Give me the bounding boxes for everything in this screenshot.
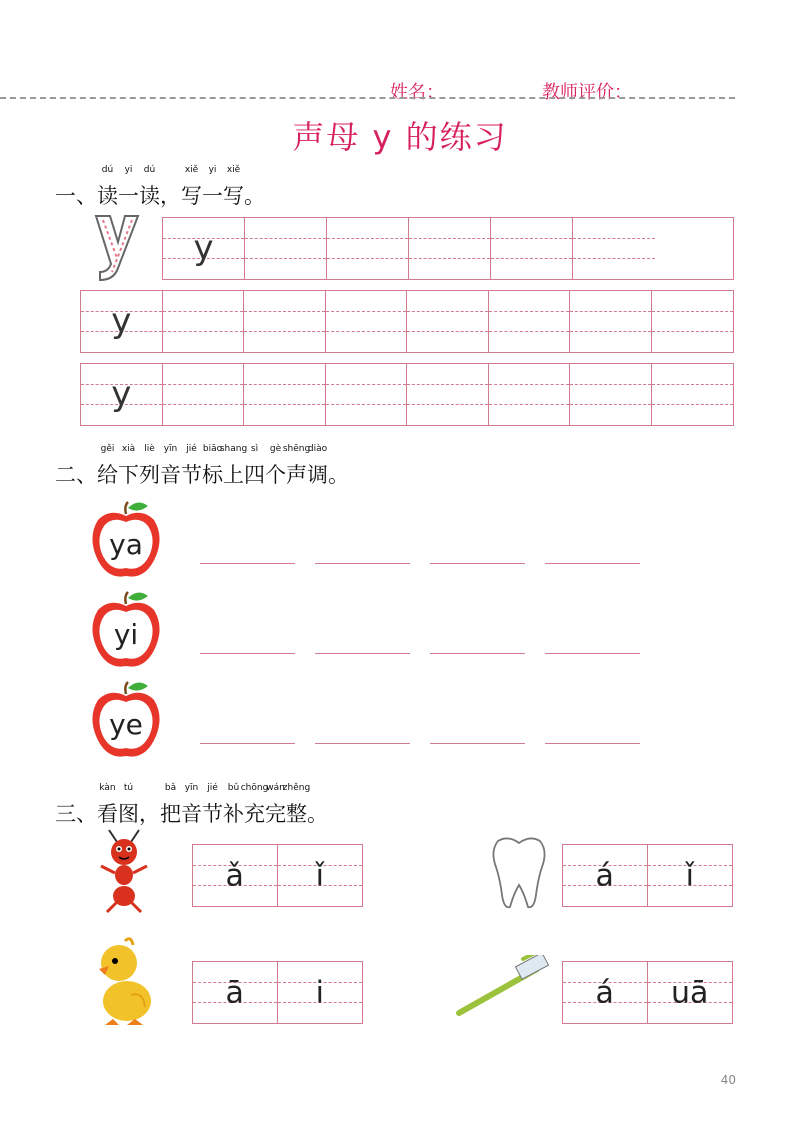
hanzi: 音 [160, 463, 181, 487]
hanzi: 下 [118, 463, 139, 487]
heading-char [118, 444, 139, 489]
heading-char [307, 444, 328, 489]
pinyin-annotation: biāo [202, 444, 223, 454]
heading-char [97, 165, 118, 210]
writing-cell[interactable] [652, 291, 734, 352]
syllable-cell[interactable] [278, 845, 363, 906]
syllable-cell[interactable] [648, 962, 733, 1023]
pinyin-annotation: jié [207, 783, 218, 793]
hanzi: 给 [97, 463, 118, 487]
pinyin-annotation: wán [266, 783, 285, 793]
hanzi: 四 [244, 463, 265, 487]
hanzi: 充 [244, 802, 265, 826]
pinyin-annotation: liè [144, 444, 155, 454]
writing-cell[interactable] [570, 364, 652, 425]
sample-letter: y [111, 300, 132, 341]
hanzi: 标 [202, 463, 223, 487]
pinyin-annotation: yīn [163, 444, 178, 454]
heading-char [282, 783, 311, 828]
pinyin-annotation: yi [208, 165, 217, 175]
heading-char [118, 165, 139, 210]
syllable-cell[interactable] [278, 962, 363, 1023]
heading-char [219, 444, 248, 489]
page-title: 声母 y 的练习 [292, 118, 508, 156]
sample-letter: y [193, 227, 214, 268]
writing-cell[interactable] [489, 291, 571, 352]
given-vowel: ā [225, 975, 244, 1010]
hanzi: ， [160, 184, 181, 208]
writing-cell[interactable] [244, 364, 326, 425]
name-label: 姓名： [390, 82, 444, 103]
tone-answer-blank[interactable] [315, 743, 410, 744]
syllable-box-toothbrush[interactable] [562, 961, 733, 1024]
hanzi: 节 [202, 802, 223, 826]
heading-char [282, 444, 311, 489]
heading-char [265, 783, 286, 828]
hanzi: 音 [181, 802, 202, 826]
syllable-box-tooth[interactable] [562, 844, 733, 907]
heading-char [181, 444, 202, 489]
toothbrush-icon [455, 955, 555, 1019]
writing-cell[interactable] [81, 364, 163, 425]
writing-cell[interactable] [407, 291, 489, 352]
section1-heading [55, 165, 265, 210]
pinyin-annotation: dú [143, 165, 156, 175]
pinyin-annotation: zhěng [282, 783, 311, 793]
hanzi: 写 [181, 184, 202, 208]
header-divider [0, 97, 735, 99]
pinyin-annotation: kàn [99, 783, 116, 793]
writing-cell[interactable] [163, 291, 245, 352]
page-number: 40 [720, 1073, 736, 1087]
heading-char [181, 165, 202, 210]
heading-char [202, 165, 223, 210]
writing-cell[interactable] [409, 218, 491, 279]
hanzi: 一 [202, 184, 223, 208]
tone-answer-blank[interactable] [545, 563, 640, 564]
given-vowel: ǐ [315, 858, 324, 893]
section3-heading [55, 783, 328, 828]
heading-char [223, 783, 244, 828]
writing-cell[interactable] [570, 291, 652, 352]
ant-icon [95, 828, 155, 914]
hanzi: 上 [223, 463, 244, 487]
tone-answer-blank[interactable] [200, 563, 295, 564]
tone-answer-blank[interactable] [315, 563, 410, 564]
writing-cell[interactable] [163, 364, 245, 425]
hanzi: 读 [139, 184, 160, 208]
heading-char [160, 180, 181, 210]
writing-cell[interactable] [491, 218, 573, 279]
writing-cell[interactable] [489, 364, 571, 425]
heading-char [223, 165, 244, 210]
syllable-cell[interactable] [193, 962, 278, 1023]
heading-char [202, 783, 223, 828]
given-vowel: ǐ [685, 858, 694, 893]
hanzi: 一 [118, 184, 139, 208]
syllable-cell[interactable] [648, 845, 733, 906]
writing-cell[interactable] [245, 218, 327, 279]
pinyin-annotation: bǎ [164, 783, 177, 793]
writing-cell[interactable] [326, 291, 408, 352]
heading-char [328, 459, 349, 489]
tone-answer-blank[interactable] [545, 653, 640, 654]
pinyin-annotation: jié [186, 444, 197, 454]
given-vowel: á [595, 858, 614, 893]
syllable-cell[interactable] [563, 962, 648, 1023]
pinyin-annotation: yi [124, 165, 133, 175]
syllable-cell[interactable] [193, 845, 278, 906]
pinyin-annotation: xià [121, 444, 136, 454]
hanzi: 。 [307, 802, 328, 826]
syllable-label: yi [113, 618, 139, 651]
tone-answer-blank[interactable] [430, 743, 525, 744]
hanzi: 图 [118, 802, 139, 826]
syllable-label: ye [109, 708, 143, 741]
given-vowel: á [595, 975, 614, 1010]
writing-cell[interactable] [163, 218, 245, 279]
tone-answer-blank[interactable] [200, 653, 295, 654]
heading-char [139, 798, 160, 828]
syllable-label: ya [109, 528, 143, 561]
hanzi: 把 [160, 802, 181, 826]
pinyin-annotation: xiě [226, 165, 241, 175]
hanzi: 调 [307, 463, 328, 487]
hanzi: 。 [328, 463, 349, 487]
heading-char [202, 444, 223, 489]
given-vowel: ǎ [225, 858, 244, 893]
heading-char [139, 165, 160, 210]
heading-char [244, 180, 265, 210]
section2-prefix: 二、 [55, 463, 97, 487]
given-vowel: uā [671, 975, 709, 1010]
writing-cell[interactable] [327, 218, 409, 279]
pinyin-annotation: diào [307, 444, 328, 454]
teacher-eval-label: 教师评价： [542, 82, 632, 103]
syllable-cell[interactable] [563, 845, 648, 906]
writing-cell[interactable] [652, 364, 734, 425]
pinyin-annotation: bǔ [227, 783, 240, 793]
syllable-box-ant[interactable] [192, 844, 363, 907]
heading-char [118, 783, 139, 828]
hanzi: 个 [265, 463, 286, 487]
heading-char [97, 783, 118, 828]
hanzi: 列 [139, 463, 160, 487]
writing-row-3[interactable] [80, 363, 734, 426]
sample-letter: y [111, 373, 132, 414]
pinyin-annotation: shēng [282, 444, 311, 454]
pinyin-annotation: sì [250, 444, 259, 454]
pinyin-annotation: chōng [240, 783, 269, 793]
pinyin-annotation: dú [101, 165, 114, 175]
pinyin-annotation: yīn [184, 783, 199, 793]
tone-answer-blank[interactable] [200, 743, 295, 744]
pinyin-annotation: gè [269, 444, 282, 454]
writing-cell[interactable] [573, 218, 655, 279]
pinyin-annotation: xiě [184, 165, 199, 175]
heading-char [240, 783, 269, 828]
pinyin-annotation: shang [219, 444, 248, 454]
heading-char [265, 444, 286, 489]
hanzi: 节 [181, 463, 202, 487]
heading-char [307, 798, 328, 828]
tone-answer-blank[interactable] [315, 653, 410, 654]
heading-char [160, 783, 181, 828]
heading-char [244, 444, 265, 489]
heading-char [160, 444, 181, 489]
hanzi: 。 [244, 184, 265, 208]
writing-cell[interactable] [326, 364, 408, 425]
tone-answer-blank[interactable] [430, 653, 525, 654]
writing-cell[interactable] [244, 291, 326, 352]
syllable-box-duck[interactable] [192, 961, 363, 1024]
heading-char [97, 444, 118, 489]
pinyin-annotation: tú [123, 783, 134, 793]
tone-answer-blank[interactable] [545, 743, 640, 744]
hanzi: 写 [223, 184, 244, 208]
apple-syllable [90, 590, 162, 662]
apple-syllable [90, 500, 162, 572]
section1-prefix: 一、 [55, 184, 97, 208]
tone-answer-blank[interactable] [430, 563, 525, 564]
section3-prefix: 三、 [55, 802, 97, 826]
writing-cell[interactable] [407, 364, 489, 425]
hanzi: 读 [97, 184, 118, 208]
pinyin-annotation: gěi [100, 444, 115, 454]
given-vowel: i [315, 975, 324, 1010]
tooth-icon [490, 835, 548, 911]
hanzi: 完 [265, 802, 286, 826]
section2-heading [55, 444, 349, 489]
hanzi: 补 [223, 802, 244, 826]
hanzi: 看 [97, 802, 118, 826]
model-y-stroke-guide [92, 212, 142, 284]
hanzi: ， [139, 802, 160, 826]
heading-char [181, 783, 202, 828]
heading-char [139, 444, 160, 489]
duck-icon [95, 935, 157, 1027]
writing-row-1[interactable] [162, 217, 734, 280]
hanzi: 声 [286, 463, 307, 487]
writing-cell[interactable] [81, 291, 163, 352]
writing-row-2[interactable] [80, 290, 734, 353]
hanzi: 整 [286, 802, 307, 826]
apple-syllable [90, 680, 162, 752]
